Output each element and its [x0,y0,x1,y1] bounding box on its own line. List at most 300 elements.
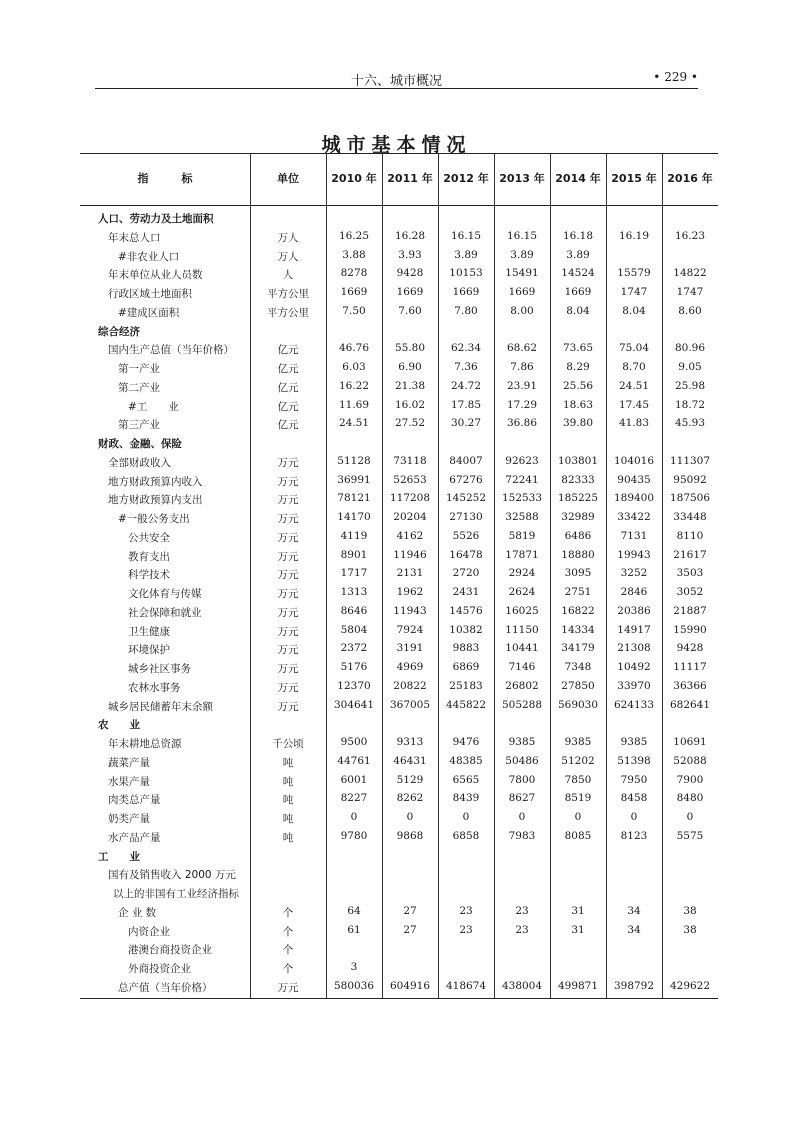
row-value: 3.89 [566,248,590,261]
row-value: 8.04 [622,304,646,317]
header-year: 2010 年 [331,172,377,185]
row-label: 公共安全 [128,531,170,544]
row-value: 50486 [505,754,539,767]
row-value: 15990 [673,623,707,636]
row-value: 7983 [508,829,536,842]
row-unit: 万元 [277,494,299,507]
row-value: 18.72 [674,398,706,411]
row-label: #非农业人口 [118,250,180,263]
row-value: 21617 [673,548,707,561]
row-value: 7850 [564,773,592,786]
row-value: 3.89 [510,248,534,261]
row-label: 年末总人口 [108,231,161,244]
row-value: 6565 [452,773,480,786]
row-value: 152533 [501,492,543,505]
row-value: 15579 [617,267,651,280]
table-row [80,903,718,921]
row-value: 16.19 [618,229,650,242]
row-value: 44761 [337,754,371,767]
row-value: 7.60 [398,304,422,317]
row-value: 14822 [673,267,707,280]
row-value: 111307 [669,454,711,467]
table-row [80,884,718,902]
table-row [80,697,718,715]
row-unit: 个 [282,906,294,919]
row-value: 16.18 [562,229,594,242]
header-year: 2014 年 [555,172,601,185]
row-value: 32989 [561,511,595,523]
row-value: 438004 [501,979,543,992]
row-value: 8901 [340,548,368,561]
row-value: 25.98 [674,379,706,392]
row-value: 73118 [393,454,427,467]
row-value: 73.65 [562,342,594,355]
row-value: 25183 [449,679,483,692]
row-value: 34179 [561,642,595,655]
row-value: 10441 [505,642,539,655]
row-value: 11117 [673,661,707,673]
row-value: 2624 [508,586,536,598]
table-row [80,378,718,396]
row-value: 5129 [396,773,424,786]
row-value: 8.04 [566,304,590,317]
row-value: 78121 [337,492,371,505]
row-value: 46.76 [338,342,370,355]
row-value: 5526 [452,529,480,542]
row-value: 33448 [673,511,707,523]
row-value: 367005 [389,698,431,711]
row-label: 农林水事务 [128,681,181,694]
row-value: 8262 [396,792,424,805]
row-unit: 亿元 [277,419,299,432]
row-value: 8278 [340,267,368,280]
row-value: 7348 [564,661,592,673]
row-label: #建成区面积 [118,306,180,319]
row-value: 304641 [333,698,375,711]
row-value: 23 [515,904,529,917]
row-value: 1747 [676,286,704,298]
row-value: 23 [459,904,473,917]
row-label: #工 业 [128,400,179,413]
row-value: 25.56 [562,379,594,392]
row-label: 年末单位从业人员数 [108,269,203,282]
row-value: 14917 [617,623,651,636]
row-label: 年末耕地总资源 [108,738,182,750]
page-header [95,68,698,88]
row-label: 全部财政收入 [108,456,171,469]
row-label: 人口、劳动力及土地面积 [98,213,214,225]
row-label: 港澳台商投资企业 [128,944,212,957]
row-value: 16025 [505,604,539,617]
table-row [80,978,718,996]
row-value: 3191 [396,642,424,655]
row-unit: 千公顷 [272,738,304,750]
row-value: 24.72 [450,379,482,392]
row-label: 第三产业 [118,419,160,432]
row-value: 2924 [508,567,536,580]
row-value: 16.23 [674,229,706,242]
row-label: 科学技术 [128,569,170,582]
row-unit: 万元 [277,588,299,600]
row-value: 4162 [396,529,424,542]
table-row [80,565,718,583]
row-value: 1669 [340,286,368,298]
row-value: 5575 [676,829,704,842]
row-value: 11943 [393,604,427,617]
table-row [80,809,718,827]
row-value: 51202 [561,754,595,767]
row-value: 3095 [564,567,592,580]
row-value: 1747 [620,286,648,298]
row-value: 67276 [449,473,483,486]
row-value: 1962 [396,586,424,598]
row-value: 52653 [393,473,427,486]
row-value: 23 [515,923,529,936]
table-row [80,753,718,771]
table-row [80,303,718,321]
row-value: 27 [403,904,417,917]
table-row [80,228,718,246]
row-unit: 万元 [277,531,299,544]
row-value: 189400 [613,492,655,505]
row-value: 8.29 [566,361,590,373]
row-value: 16.02 [394,398,426,411]
row-unit: 万元 [277,681,299,694]
table-row [80,397,718,415]
row-label: 行政区域土地面积 [108,288,192,300]
row-value: 20386 [617,604,651,617]
row-value: 604916 [389,979,431,992]
table-row [80,265,718,283]
row-label: 肉类总产量 [108,794,161,807]
row-value: 0 [350,811,358,823]
row-value: 3252 [620,567,648,580]
row-label: 卫生健康 [128,625,170,638]
row-unit: 吨 [282,756,294,769]
row-value: 84007 [449,454,483,467]
page-number: • 229 • [653,70,698,84]
header-rule [95,88,698,89]
row-value: 18.63 [562,398,594,411]
header-year: 2011 年 [387,172,433,185]
row-value: 6.90 [398,361,422,373]
row-unit: 吨 [282,794,294,807]
row-label: 文化体育与传媒 [128,588,202,600]
row-label: 以上的非国有工业经济指标 [113,888,239,900]
row-label: 企 业 数 [118,906,157,919]
row-value: 7.50 [342,304,366,317]
row-value: 16.25 [338,229,370,242]
row-value: 9428 [676,642,704,655]
row-value: 8519 [564,792,592,805]
row-value: 499871 [557,979,599,992]
row-value: 10691 [673,736,707,748]
row-value: 7146 [508,661,536,673]
table-row [80,584,718,602]
row-label: 内资企业 [128,925,170,938]
row-value: 3.93 [398,248,422,261]
section-row [80,434,718,452]
row-label: #一般公务支出 [118,513,190,525]
row-value: 16.15 [450,229,482,242]
row-value: 14334 [561,623,595,636]
row-value: 21887 [673,604,707,617]
row-label: 国内生产总值（当年价格） [108,344,234,357]
row-value: 8.00 [510,304,534,317]
table-row [80,472,718,490]
row-value: 27850 [561,679,595,692]
row-value: 34 [627,923,641,936]
row-value: 7950 [620,773,648,786]
row-value: 8123 [620,829,648,842]
row-label: 水果产量 [108,775,150,788]
row-value: 16478 [449,548,483,561]
header-year: 2013 年 [499,172,545,185]
header-year: 2016 年 [667,172,713,185]
row-value: 21308 [617,642,651,655]
row-value: 7.80 [454,304,478,317]
row-unit: 个 [282,925,294,938]
row-value: 31 [571,923,585,936]
row-unit: 吨 [282,813,294,825]
row-label: 城乡居民储蓄年末余额 [108,700,213,713]
row-label: 第二产业 [118,381,160,394]
row-unit: 万元 [277,569,299,582]
table-bottom-rule [80,998,718,999]
row-value: 1669 [508,286,536,298]
row-value: 21.38 [394,379,426,392]
row-value: 36.86 [506,417,538,430]
row-value: 11150 [505,623,539,636]
row-label: 工 业 [98,850,140,863]
row-value: 75.04 [618,342,650,355]
row-value: 9868 [396,829,424,842]
table-row [80,922,718,940]
row-value: 2431 [452,586,480,598]
row-label: 奶类产量 [108,813,150,825]
row-value: 9780 [340,829,368,842]
row-value: 10153 [449,267,483,280]
row-value: 30.27 [450,417,482,430]
row-value: 0 [462,811,470,823]
row-value: 9385 [564,736,592,748]
row-unit: 亿元 [277,363,299,375]
row-value: 11.69 [338,398,370,411]
row-value: 4969 [396,661,424,673]
row-value: 2372 [340,642,368,655]
row-value: 36991 [337,473,371,486]
row-label: 水产品产量 [108,831,161,844]
row-value: 3503 [676,567,704,580]
row-value: 12370 [337,679,371,692]
row-value: 0 [406,811,414,823]
row-unit: 亿元 [277,381,299,394]
row-value: 14524 [561,267,595,280]
row-value: 1669 [396,286,424,298]
row-value: 429622 [669,979,711,992]
row-value: 16.28 [394,229,426,242]
row-value: 19943 [617,548,651,561]
row-value: 90435 [617,473,651,486]
row-label: 总产值（当年价格） [118,981,213,994]
row-value: 8085 [564,829,592,842]
row-value: 6001 [340,773,368,786]
row-value: 80.96 [674,342,706,355]
row-value: 39.80 [562,417,594,430]
table-row [80,415,718,433]
row-value: 2720 [452,567,480,580]
row-value: 52088 [673,754,707,767]
table-row [80,734,718,752]
row-label: 财政、金融、保险 [98,438,182,450]
row-value: 187506 [669,492,711,505]
row-value: 9428 [396,267,424,280]
row-value: 82333 [561,473,595,486]
row-unit: 万元 [277,663,299,675]
row-value: 38 [683,923,697,936]
row-value: 27130 [449,511,483,523]
row-label: 国有及销售收入 2000 万元 [108,869,236,882]
row-value: 61 [347,923,361,936]
row-unit: 万元 [277,700,299,713]
row-value: 32588 [505,511,539,523]
row-unit: 万元 [277,606,299,619]
row-value: 51398 [617,754,651,767]
row-unit: 人 [282,269,294,282]
row-label: 第一产业 [118,363,160,375]
row-value: 34 [627,904,641,917]
row-unit: 亿元 [277,400,299,413]
header-unit: 单位 [277,172,299,185]
row-value: 23 [459,923,473,936]
row-value: 6869 [452,661,480,673]
section-row [80,715,718,733]
row-value: 4119 [340,529,368,542]
row-value: 569030 [557,698,599,711]
row-value: 2846 [620,586,648,598]
row-unit: 万元 [277,550,299,563]
row-unit: 吨 [282,831,294,844]
row-value: 398792 [613,979,655,992]
table-row [80,772,718,790]
row-label: 地方财政预算内支出 [108,494,203,507]
row-value: 33970 [617,679,651,692]
row-value: 17.45 [618,398,650,411]
row-label: 环境保护 [128,644,170,657]
table-row [80,528,718,546]
row-value: 185225 [557,492,599,505]
row-unit: 万元 [277,513,299,525]
row-value: 72241 [505,473,539,486]
row-label: 社会保障和就业 [128,606,202,619]
row-value: 624133 [613,698,655,711]
table-row [80,865,718,883]
table-title: 城市基本情况 [321,134,472,156]
row-value: 8227 [340,792,368,805]
row-value: 2131 [396,567,424,580]
row-value: 8.70 [622,361,646,373]
row-value: 45.93 [674,417,706,430]
row-value: 1669 [564,286,592,298]
row-value: 6858 [452,829,480,842]
row-value: 9476 [452,736,480,748]
row-unit: 万元 [277,644,299,657]
row-value: 92623 [505,454,539,467]
row-value: 17.85 [450,398,482,411]
row-label: 蔬菜产量 [108,756,150,769]
row-value: 31 [571,904,585,917]
row-value: 10492 [617,661,651,673]
row-value: 64 [347,904,361,917]
row-value: 8646 [340,604,368,617]
row-unit: 万元 [277,456,299,469]
row-value: 17871 [505,548,539,561]
row-value: 0 [574,811,582,823]
row-value: 5819 [508,529,536,542]
table-row [80,340,718,358]
row-value: 8110 [676,529,704,542]
row-value: 145252 [445,492,487,505]
header-year: 2015 年 [611,172,657,185]
row-value: 41.83 [618,417,650,430]
row-value: 580036 [333,979,375,992]
table-row [80,659,718,677]
row-value: 15491 [505,267,539,280]
table-row [80,247,718,265]
row-value: 7800 [508,773,536,786]
row-value: 5176 [340,661,368,673]
row-value: 3 [350,961,358,973]
row-value: 17.29 [506,398,538,411]
table-row [80,603,718,621]
row-value: 9500 [340,736,368,748]
row-value: 9.05 [678,361,702,373]
table-row [80,790,718,808]
row-value: 16.15 [506,229,538,242]
row-value: 9385 [508,736,536,748]
row-value: 3.89 [454,248,478,261]
row-value: 6486 [564,529,592,542]
row-value: 48385 [449,754,483,767]
row-value: 8458 [620,792,648,805]
row-value: 1313 [340,586,368,598]
row-value: 14576 [449,604,483,617]
row-value: 26802 [505,679,539,692]
row-value: 51128 [337,454,371,467]
row-unit: 个 [282,963,294,975]
row-value: 2751 [564,586,592,598]
row-value: 1669 [452,286,480,298]
row-label: 农 业 [98,719,140,732]
row-value: 9313 [396,736,424,748]
table-row [80,678,718,696]
row-value: 104016 [613,454,655,467]
table-row [80,828,718,846]
row-value: 0 [518,811,526,823]
table-row [80,640,718,658]
row-unit: 吨 [282,775,294,788]
row-value: 7131 [620,529,648,542]
row-value: 9883 [452,642,480,655]
row-value: 16822 [561,604,595,617]
row-value: 36366 [673,679,707,692]
row-unit: 个 [282,944,294,957]
row-value: 24.51 [338,417,370,430]
row-unit: 万人 [277,231,299,244]
row-value: 16.22 [338,379,370,392]
row-value: 6.03 [342,361,366,373]
row-label: 教育支出 [128,550,170,563]
